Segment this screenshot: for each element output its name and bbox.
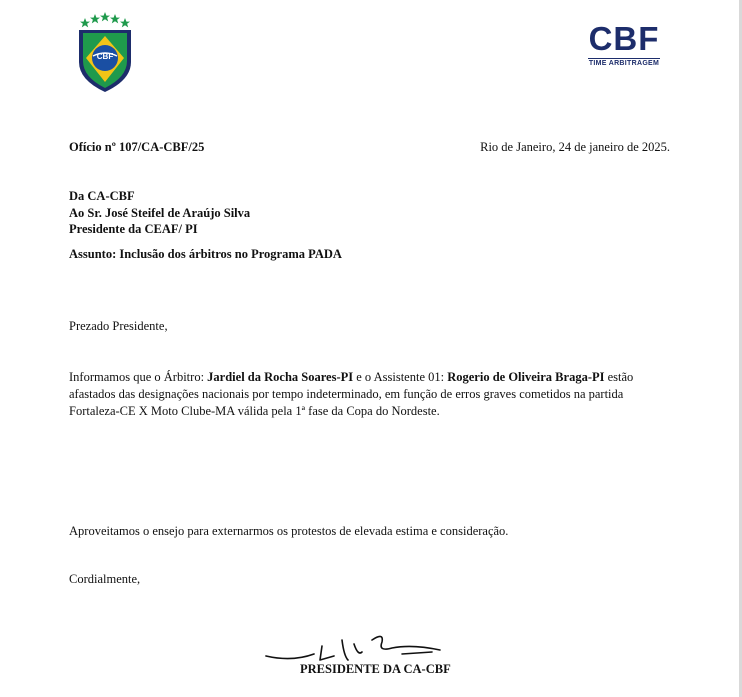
- stars-icon: [80, 12, 130, 27]
- brand-rule: [588, 58, 660, 59]
- crest-text: CBF: [96, 52, 114, 61]
- brand-sub: TIME ARBITRAGEM: [588, 60, 660, 67]
- signoff: Cordialmente,: [69, 572, 141, 586]
- recipient-role: Presidente da CEAF/ PI: [69, 222, 198, 236]
- closing-text: Aproveitamos o ensejo para externarmos os protestos de elevada estima e consideração.: [69, 524, 509, 538]
- paragraph-line-3: Fortaleza-CE X Moto Clube-MA válida pela 1ª fase da Copa do Nordeste.: [69, 404, 440, 418]
- cbf-arbitragem-logo: [584, 22, 664, 76]
- paragraph-line-1: [69, 369, 674, 386]
- salutation: Prezado Presidente,: [69, 319, 168, 333]
- assistant-name: Rogerio de Oliveira Braga-PI: [447, 370, 605, 384]
- main-paragraph: [69, 369, 674, 420]
- handwritten-signature: [262, 626, 462, 666]
- referee-name: Jardiel da Rocha Soares-PI: [207, 370, 354, 384]
- cbf-crest-logo: [76, 12, 134, 94]
- sender: Da CA-CBF: [69, 189, 135, 203]
- brand-name: CBF: [588, 20, 660, 57]
- p1-text-b: e o Assistente 01:: [353, 370, 448, 384]
- letter-reference: Ofício nº 107/CA-CBF/25: [69, 140, 205, 154]
- letter-date: Rio de Janeiro, 24 de janeiro de 2025.: [480, 140, 670, 154]
- subject: Assunto: Inclusão dos árbitros no Programa PADA: [69, 247, 342, 261]
- p1-text-a: Informamos que o Árbitro:: [69, 370, 208, 384]
- recipient: Ao Sr. José Steifel de Araújo Silva: [69, 206, 251, 220]
- paragraph-line-2: afastados das designações nacionais por tempo indeterminado, em função de erros graves cometidos na partida: [69, 387, 624, 401]
- p1-text-c: estão: [604, 370, 634, 384]
- signature-title: PRESIDENTE DA CA-CBF: [300, 662, 451, 676]
